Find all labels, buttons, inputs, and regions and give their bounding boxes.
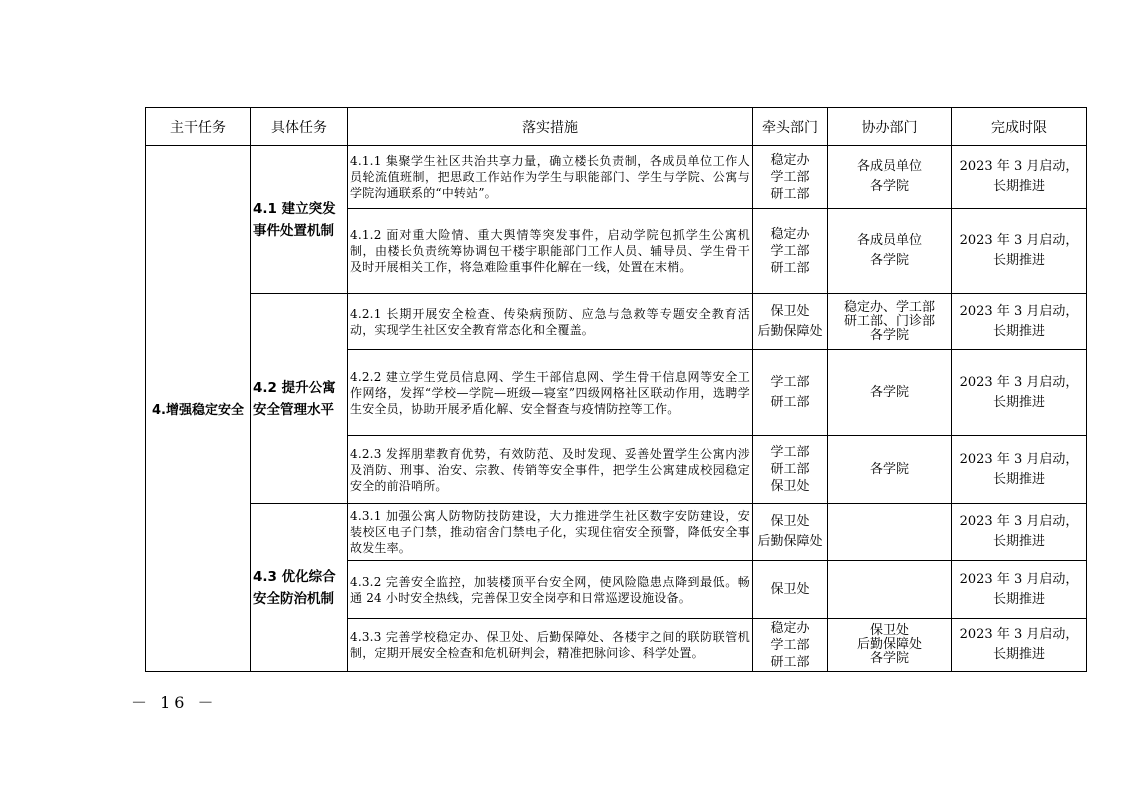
lead-department-cell-line: 保卫处 [770, 514, 810, 529]
lead-department-cell-line: 后勤保障处 [757, 534, 823, 549]
lead-department-cell-line: 保卫处 [770, 581, 810, 597]
assist-department-cell-line: 各学院 [869, 253, 909, 268]
assist-department-cell [828, 294, 952, 350]
deadline-cell-line: 2023 年 3 月启动， [959, 451, 1079, 467]
lead-department-cell [753, 294, 828, 350]
deadline-cell-line: 2023 年 3 月启动， [959, 571, 1079, 587]
lead-department-cell-line: 稳定办 [770, 620, 810, 636]
specific-task-cell: 4.1 建立突发事件处置机制 [251, 146, 348, 294]
assist-department-cell [828, 504, 952, 561]
measure-cell: 4.3.3 完善学校稳定办、保卫处、后勤保障处、各楼宇之间的联防联管机制，定期开展安全检查和危机研判会，精准把脉问诊、科学处置。 [348, 619, 753, 672]
deadline-cell-line: 2023 年 3 月启动， [959, 374, 1079, 390]
deadline-cell [952, 436, 1087, 504]
lead-department-cell-line: 学工部 [770, 637, 810, 653]
measure-cell: 4.1.2 面对重大险情、重大舆情等突发事件，启动学院包抓学生公寓机制，由楼长负责统筹协调包干楼宇职能部门工作人员、辅导员、学生骨干及时开展相关工作，将急难险重事件化解在一线，处置在末梢。 [348, 209, 753, 294]
assist-department-cell [828, 209, 952, 294]
table-header-row [146, 108, 1087, 146]
specific-task-cell: 4.2 提升公寓安全管理水平 [251, 294, 348, 504]
deadline-cell [952, 350, 1087, 436]
assist-department-cell-line: 研工部、门诊部 [843, 313, 935, 329]
measure-cell: 4.1.1 集聚学生社区共治共享力量，确立楼长负责制，各成员单位工作人员轮流值班制，把思政工作站作为学生与职能部门、学生与学院、公寓与学院沟通联系的“中转站”。 [348, 146, 753, 209]
assist-department-cell-line: 各成员单位 [856, 159, 922, 174]
measure-cell: 4.2.1 长期开展安全检查、传染病预防、应急与急救等专题安全教育活动，实现学生社区安全教育常态化和全覆盖。 [348, 294, 753, 350]
table-body [146, 146, 1087, 672]
lead-department-cell-line: 后勤保障处 [757, 323, 823, 339]
assist-department-cell [828, 350, 952, 436]
lead-department-cell-line: 研工部 [770, 394, 810, 410]
lead-department-cell [753, 350, 828, 436]
deadline-cell-line: 2023 年 3 月启动， [959, 303, 1079, 319]
deadline-cell [952, 619, 1087, 672]
table-row [146, 504, 1087, 561]
main-task-cell: 4.增强稳定安全 [146, 146, 251, 672]
assist-department-cell-line: 各学院 [869, 179, 909, 194]
lead-department-cell-line: 稳定办 [770, 152, 810, 168]
assist-department-cell-line: 各学院 [869, 327, 909, 343]
assist-department-cell [828, 619, 952, 672]
deadline-cell-line: 2023 年 3 月启动， [959, 159, 1079, 174]
assist-department-cell-line: 各成员单位 [856, 233, 922, 248]
deadline-cell-line: 长期推进 [992, 591, 1045, 607]
deadline-cell-line: 2023 年 3 月启动， [959, 514, 1079, 529]
lead-department-cell [753, 209, 828, 294]
table-row [146, 294, 1087, 350]
deadline-cell [952, 561, 1087, 619]
lead-department-cell-line: 学工部 [770, 445, 810, 460]
deadline-cell [952, 209, 1087, 294]
lead-department-cell-line: 研工部 [770, 654, 810, 670]
deadline-cell-line: 长期推进 [992, 471, 1045, 487]
deadline-cell-line: 长期推进 [992, 179, 1045, 194]
lead-department-cell [753, 146, 828, 209]
measure-cell: 4.3.2 完善安全监控，加装楼顶平台安全网，使风险隐患点降到最低。畅通 24 小时安全热线，完善保卫安全岗亭和日常巡逻设施设备。 [348, 561, 753, 619]
lead-department-cell [753, 619, 828, 672]
lead-department-cell-line: 研工部 [770, 260, 810, 276]
lead-department-cell [753, 561, 828, 619]
deadline-cell [952, 294, 1087, 350]
header-lead-department: 牵头部门 [753, 108, 828, 146]
assist-department-cell [828, 436, 952, 504]
specific-task-cell: 4.3 优化综合安全防治机制 [251, 504, 348, 672]
assist-department-cell-line: 保卫处 [869, 623, 909, 638]
header-measures: 落实措施 [348, 108, 753, 146]
lead-department-cell [753, 504, 828, 561]
lead-department-cell [753, 436, 828, 504]
assist-department-cell-line: 稳定办、学工部 [843, 299, 935, 315]
deadline-cell [952, 504, 1087, 561]
task-table [145, 107, 1087, 672]
lead-department-cell-line: 学工部 [770, 374, 810, 390]
assist-department-cell [828, 146, 952, 209]
header-specific-task: 具体任务 [251, 108, 348, 146]
assist-department-cell [828, 561, 952, 619]
deadline-cell-line: 长期推进 [992, 534, 1045, 549]
lead-department-cell-line: 研工部 [770, 186, 810, 202]
deadline-cell [952, 146, 1087, 209]
deadline-cell-line: 长期推进 [992, 647, 1045, 662]
deadline-cell-line: 长期推进 [992, 394, 1045, 410]
lead-department-cell-line: 保卫处 [770, 479, 810, 494]
lead-department-cell-line: 稳定办 [770, 226, 810, 242]
assist-department-cell-line: 各学院 [869, 651, 909, 666]
assist-department-cell-line: 各学院 [869, 384, 909, 400]
measure-cell: 4.2.3 发挥朋辈教育优势，有效防范、及时发现、妥善处置学生公寓内涉及消防、刑事、治安、宗教、传销等安全事件，把学生公寓建成校园稳定安全的前沿哨所。 [348, 436, 753, 504]
header-deadline: 完成时限 [952, 108, 1087, 146]
table-row [146, 146, 1087, 209]
header-assist-department: 协办部门 [828, 108, 952, 146]
deadline-cell-line: 长期推进 [992, 253, 1045, 268]
lead-department-cell-line: 研工部 [770, 462, 810, 477]
page-number: － 16 － [131, 693, 218, 712]
deadline-cell-line: 2023 年 3 月启动， [959, 233, 1079, 248]
assist-department-cell-line: 各学院 [869, 461, 909, 477]
deadline-cell-line: 2023 年 3 月启动， [959, 627, 1079, 642]
measure-cell: 4.3.1 加强公寓人防物防技防建设，大力推进学生社区数字安防建设，安装校区电子门禁，推动宿舍门禁电子化，实现住宿安全预警，降低安全事故发生率。 [348, 504, 753, 561]
deadline-cell-line: 长期推进 [992, 323, 1045, 339]
lead-department-cell-line: 学工部 [770, 243, 810, 259]
header-main-task: 主干任务 [146, 108, 251, 146]
lead-department-cell-line: 保卫处 [770, 303, 810, 319]
assist-department-cell-line: 后勤保障处 [856, 637, 922, 652]
lead-department-cell-line: 学工部 [770, 169, 810, 185]
measure-cell: 4.2.2 建立学生党员信息网、学生干部信息网、学生骨干信息网等安全工作网络，发挥“学校—学院—班级—寝室”四级网格社区联动作用，选聘学生安全员，协助开展矛盾化解、安全督查与疫情防控等工作。 [348, 350, 753, 436]
